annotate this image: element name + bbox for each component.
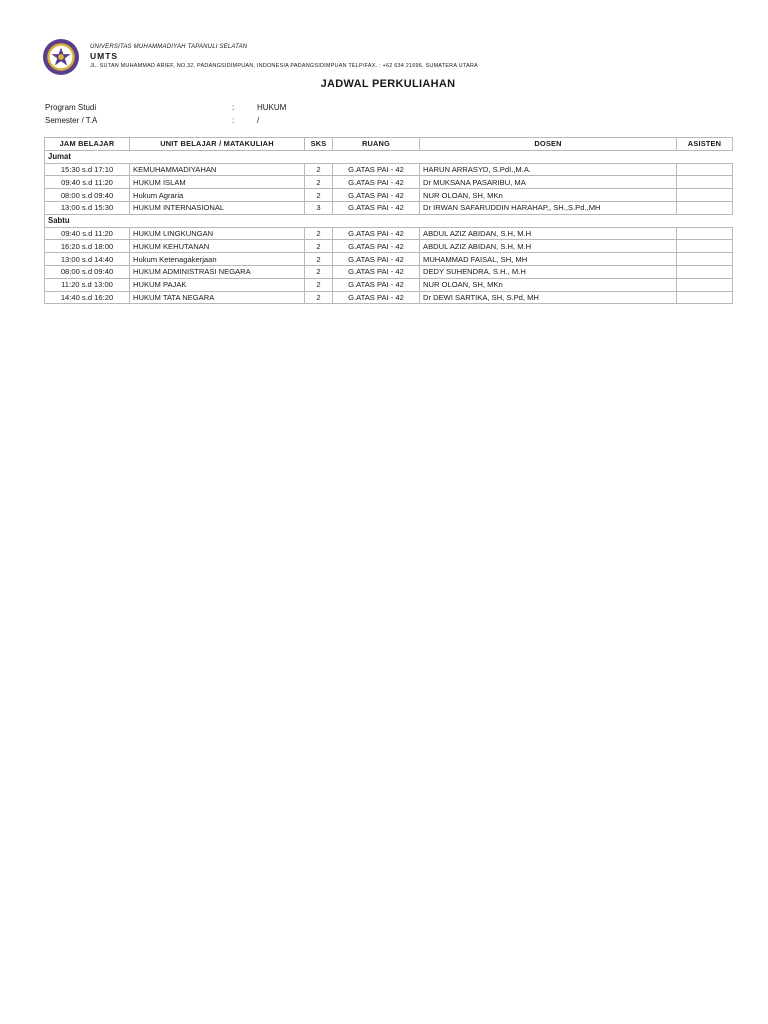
day-group-row xyxy=(45,214,733,227)
day-group-row xyxy=(45,150,733,163)
table-row xyxy=(45,265,733,278)
cell-lecturer: Dr DEWI SARTIKA, SH, S.Pd, MH xyxy=(420,291,677,304)
cell-sks: 2 xyxy=(305,227,333,240)
cell-sks: 2 xyxy=(305,240,333,253)
cell-room: G.ATAS PAI - 42 xyxy=(333,227,420,240)
cell-assistant xyxy=(677,240,733,253)
cell-room: G.ATAS PAI - 42 xyxy=(333,240,420,253)
column-header-assistant: ASISTEN xyxy=(677,138,733,151)
program-value: HUKUM xyxy=(257,103,287,112)
table-row xyxy=(45,176,733,189)
cell-room: G.ATAS PAI - 42 xyxy=(333,176,420,189)
cell-room: G.ATAS PAI - 42 xyxy=(333,189,420,202)
cell-time: 16:20 s.d 18:00 xyxy=(45,240,130,253)
cell-sks: 3 xyxy=(305,201,333,214)
cell-course: Hukum Ketenagakerjaan xyxy=(130,253,305,266)
cell-assistant xyxy=(677,201,733,214)
column-header-lecturer: DOSEN xyxy=(420,138,677,151)
semester-value: / xyxy=(257,116,260,125)
day-label: Jumat xyxy=(45,150,733,163)
cell-lecturer: NUR OLOAN, SH, MKn xyxy=(420,278,677,291)
university-address: JL. SUTAN MUHAMMAD ARIEF, NO.32, PADANGSIDIMPUAN, INDONESIA PADANGSIDIMPUAN TELP/FAX. : +62 634 21696, SUMATERA UTARA xyxy=(90,63,478,69)
cell-assistant xyxy=(677,176,733,189)
cell-course: HUKUM ISLAM xyxy=(130,176,305,189)
cell-lecturer: NUR OLOAN, SH, MKn xyxy=(420,189,677,202)
cell-time: 11:20 s.d 13:00 xyxy=(45,278,130,291)
cell-assistant xyxy=(677,291,733,304)
cell-course: HUKUM TATA NEGARA xyxy=(130,291,305,304)
cell-time: 13:00 s.d 14:40 xyxy=(45,253,130,266)
cell-room: G.ATAS PAI - 42 xyxy=(333,163,420,176)
university-name: UNIVERSITAS MUHAMMADIYAH TAPANULI SELATAN xyxy=(90,44,248,50)
university-abbreviation: UMTS xyxy=(90,51,119,61)
program-separator: : xyxy=(232,103,235,112)
cell-time: 08:00 s.d 09:40 xyxy=(45,189,130,202)
cell-room: G.ATAS PAI - 42 xyxy=(333,291,420,304)
cell-sks: 2 xyxy=(305,163,333,176)
cell-sks: 2 xyxy=(305,253,333,266)
cell-assistant xyxy=(677,163,733,176)
cell-lecturer: DEDY SUHENDRA, S.H., M.H xyxy=(420,265,677,278)
cell-time: 14:40 s.d 16:20 xyxy=(45,291,130,304)
semester-separator: : xyxy=(232,116,235,125)
cell-sks: 2 xyxy=(305,291,333,304)
table-row xyxy=(45,253,733,266)
column-header-room: RUANG xyxy=(333,138,420,151)
cell-course: HUKUM LINGKUNGAN xyxy=(130,227,305,240)
cell-sks: 2 xyxy=(305,189,333,202)
table-row xyxy=(45,240,733,253)
column-header-sks: SKS xyxy=(305,138,333,151)
program-label: Program Studi xyxy=(45,103,97,112)
table-row xyxy=(45,278,733,291)
cell-sks: 2 xyxy=(305,176,333,189)
schedule-table xyxy=(44,137,733,304)
table-row xyxy=(45,201,733,214)
cell-room: G.ATAS PAI - 42 xyxy=(333,278,420,291)
cell-room: G.ATAS PAI - 42 xyxy=(333,201,420,214)
cell-time: 13:00 s.d 15:30 xyxy=(45,201,130,214)
cell-assistant xyxy=(677,189,733,202)
cell-assistant xyxy=(677,278,733,291)
cell-assistant xyxy=(677,253,733,266)
cell-lecturer: ABDUL AZIZ ABIDAN, S.H, M.H xyxy=(420,227,677,240)
cell-lecturer: MUHAMMAD FAISAL, SH, MH xyxy=(420,253,677,266)
cell-time: 08:00 s.d 09:40 xyxy=(45,265,130,278)
page-title: JADWAL PERKULIAHAN xyxy=(320,78,456,90)
cell-sks: 2 xyxy=(305,265,333,278)
cell-assistant xyxy=(677,265,733,278)
cell-lecturer: Dr IRWAN SAFARUDDIN HARAHAP,, SH.,S.Pd.,MH xyxy=(420,201,677,214)
cell-lecturer: Dr MUKSANA PASARIBU, MA xyxy=(420,176,677,189)
cell-time: 09:40 s.d 11:20 xyxy=(45,227,130,240)
cell-course: HUKUM ADMINISTRASI NEGARA xyxy=(130,265,305,278)
cell-room: G.ATAS PAI - 42 xyxy=(333,265,420,278)
column-header-time: JAM BELAJAR xyxy=(45,138,130,151)
cell-time: 15:30 s.d 17:10 xyxy=(45,163,130,176)
cell-course: HUKUM KEHUTANAN xyxy=(130,240,305,253)
cell-course: HUKUM PAJAK xyxy=(130,278,305,291)
table-row xyxy=(45,291,733,304)
table-row xyxy=(45,227,733,240)
table-header-row xyxy=(45,138,733,151)
semester-label: Semester / T.A xyxy=(45,116,98,125)
schedule-body xyxy=(45,150,733,304)
column-header-course: UNIT BELAJAR / MATAKULIAH xyxy=(130,138,305,151)
institution-header xyxy=(90,43,478,70)
cell-lecturer: ABDUL AZIZ ABIDAN, S.H, M.H xyxy=(420,240,677,253)
table-row xyxy=(45,189,733,202)
university-logo-icon xyxy=(42,38,80,76)
cell-course: HUKUM INTERNASIONAL xyxy=(130,201,305,214)
day-label: Sabtu xyxy=(45,214,733,227)
cell-course: KEMUHAMMADIYAHAN xyxy=(130,163,305,176)
cell-time: 09:40 s.d 11:20 xyxy=(45,176,130,189)
cell-room: G.ATAS PAI - 42 xyxy=(333,253,420,266)
cell-sks: 2 xyxy=(305,278,333,291)
cell-lecturer: HARUN ARRASYD, S.PdI.,M.A. xyxy=(420,163,677,176)
table-row xyxy=(45,163,733,176)
cell-course: Hukum Agraria xyxy=(130,189,305,202)
cell-assistant xyxy=(677,227,733,240)
